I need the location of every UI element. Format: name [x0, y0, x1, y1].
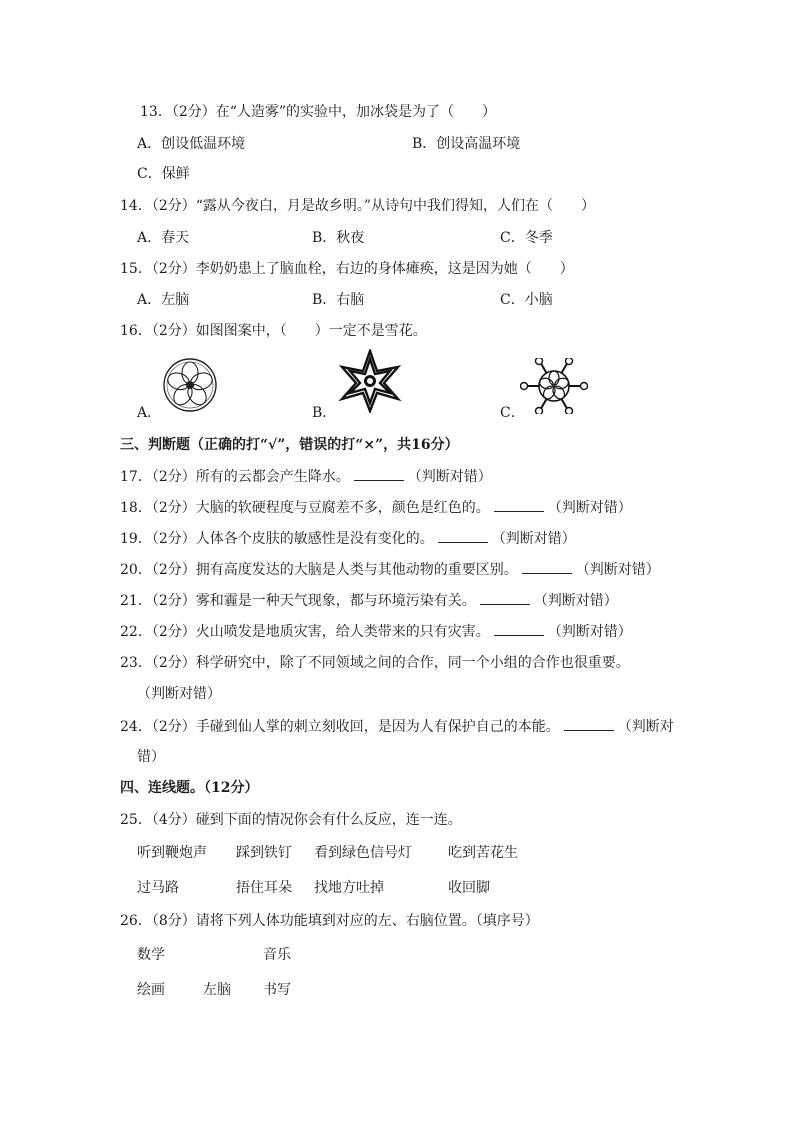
q16-option-a[interactable]: A．	[137, 405, 162, 421]
q23-text: 23．（2分）科学研究中，除了不同领域之间的合作，同一个小组的合作也很重要。	[120, 655, 630, 671]
q13-option-b[interactable]: B．创设高温环境	[412, 136, 521, 152]
q24-tail-cont: 错）	[137, 749, 165, 765]
q25-item-1[interactable]: 听到鞭炮声	[137, 845, 207, 861]
q16-option-b[interactable]: B．	[312, 405, 337, 421]
star-pattern-b-image	[336, 349, 404, 413]
q19-line	[120, 528, 576, 549]
q24-text: 24．（2分）手碰到仙人掌的刺立刻收回，是因为人有保护自己的本能。	[120, 719, 560, 735]
q18-tail: （判断对错）	[547, 500, 632, 516]
q18-text: 18．（2分）大脑的软硬程度与豆腐差不多，颜色是红色的。	[120, 500, 490, 516]
q25-item-4[interactable]: 吃到苦花生	[448, 845, 518, 861]
q16-option-c[interactable]: C．	[500, 405, 525, 421]
q13-stem: 13．（2分）在“人造雾”的实验中，加冰袋是为了（ ）	[140, 104, 497, 120]
q26-item-music[interactable]: 音乐	[263, 947, 291, 963]
q25-response-3[interactable]: 找地方吐掉	[314, 880, 384, 896]
q15-option-a[interactable]: A．左脑	[137, 292, 190, 308]
q26-left-brain-label: 左脑	[203, 982, 231, 998]
q26-item-drawing[interactable]: 绘画	[137, 982, 165, 998]
q20-answer-blank[interactable]	[522, 559, 572, 574]
q20-line	[120, 559, 660, 580]
q17-tail: （判断对错）	[407, 469, 492, 485]
section-4-heading: 四、连线题。（12分）	[120, 780, 259, 796]
q24-answer-blank[interactable]	[564, 716, 614, 731]
q24-line	[120, 716, 674, 737]
q21-tail: （判断对错）	[533, 593, 618, 609]
q17-answer-blank[interactable]	[354, 466, 404, 481]
flower-pattern-a-image	[160, 357, 220, 413]
q17-line	[120, 466, 492, 487]
q18-line	[120, 497, 632, 518]
q18-answer-blank[interactable]	[494, 497, 544, 512]
q25-item-2[interactable]: 踩到铁钉	[236, 845, 292, 861]
q17-text: 17．（2分）所有的云都会产生降水。	[120, 469, 350, 485]
q14-option-c[interactable]: C．冬季	[500, 230, 553, 246]
q14-option-b[interactable]: B．秋夜	[312, 230, 365, 246]
section-3-heading: 三、判断题（正确的打“√”，错误的打“×”，共16分）	[120, 437, 459, 453]
q20-tail: （判断对错）	[575, 562, 660, 578]
q19-answer-blank[interactable]	[438, 528, 488, 543]
q15-option-c[interactable]: C．小脑	[500, 292, 553, 308]
q25-response-1[interactable]: 过马路	[137, 880, 179, 896]
q14-option-a[interactable]: A．春天	[137, 230, 190, 246]
q15-option-b[interactable]: B．右脑	[312, 292, 365, 308]
q22-text: 22．（2分）火山喷发是地质灾害，给人类带来的只有灾害。	[120, 624, 490, 640]
q22-line	[120, 621, 632, 642]
q21-text: 21．（2分）雾和霾是一种天气现象，都与环境污染有关。	[120, 593, 476, 609]
q14-stem: 14．（2分）“露从今夜白，月是故乡明。”从诗句中我们得知，人们在（ ）	[120, 198, 596, 214]
snowflake-pattern-c-image	[520, 358, 588, 414]
q19-tail: （判断对错）	[491, 531, 576, 547]
q15-stem: 15．（2分）李奶奶患上了脑血栓，右边的身体瘫痪，这是因为她（ ）	[120, 261, 574, 277]
q21-answer-blank[interactable]	[480, 590, 530, 605]
q16-stem: 16．（2分）如图图案中，（ ）一定不是雪花。	[120, 323, 427, 339]
q26-item-math[interactable]: 数学	[137, 947, 165, 963]
q22-tail: （判断对错）	[547, 624, 632, 640]
q25-stem: 25．（4分）碰到下面的情况你会有什么反应，连一连。	[120, 812, 462, 828]
q13-option-a[interactable]: A．创设低温环境	[137, 136, 246, 152]
q13-option-c[interactable]: C．保鲜	[137, 166, 190, 182]
q22-answer-blank[interactable]	[494, 621, 544, 636]
q25-item-3[interactable]: 看到绿色信号灯	[314, 845, 412, 861]
q20-text: 20．（2分）拥有高度发达的大脑是人类与其他动物的重要区别。	[120, 562, 518, 578]
q19-text: 19．（2分）人体各个皮肤的敏感性是没有变化的。	[120, 531, 434, 547]
q23-tail: （判断对错）	[137, 686, 221, 702]
q25-response-4[interactable]: 收回脚	[448, 880, 490, 896]
q26-stem: 26．（8分）请将下列人体功能填到对应的左、右脑位置。（填序号）	[120, 913, 539, 929]
q24-tail: （判断对	[617, 719, 674, 735]
q25-response-2[interactable]: 捂住耳朵	[236, 880, 292, 896]
q21-line	[120, 590, 618, 611]
q26-item-writing[interactable]: 书写	[263, 982, 291, 998]
